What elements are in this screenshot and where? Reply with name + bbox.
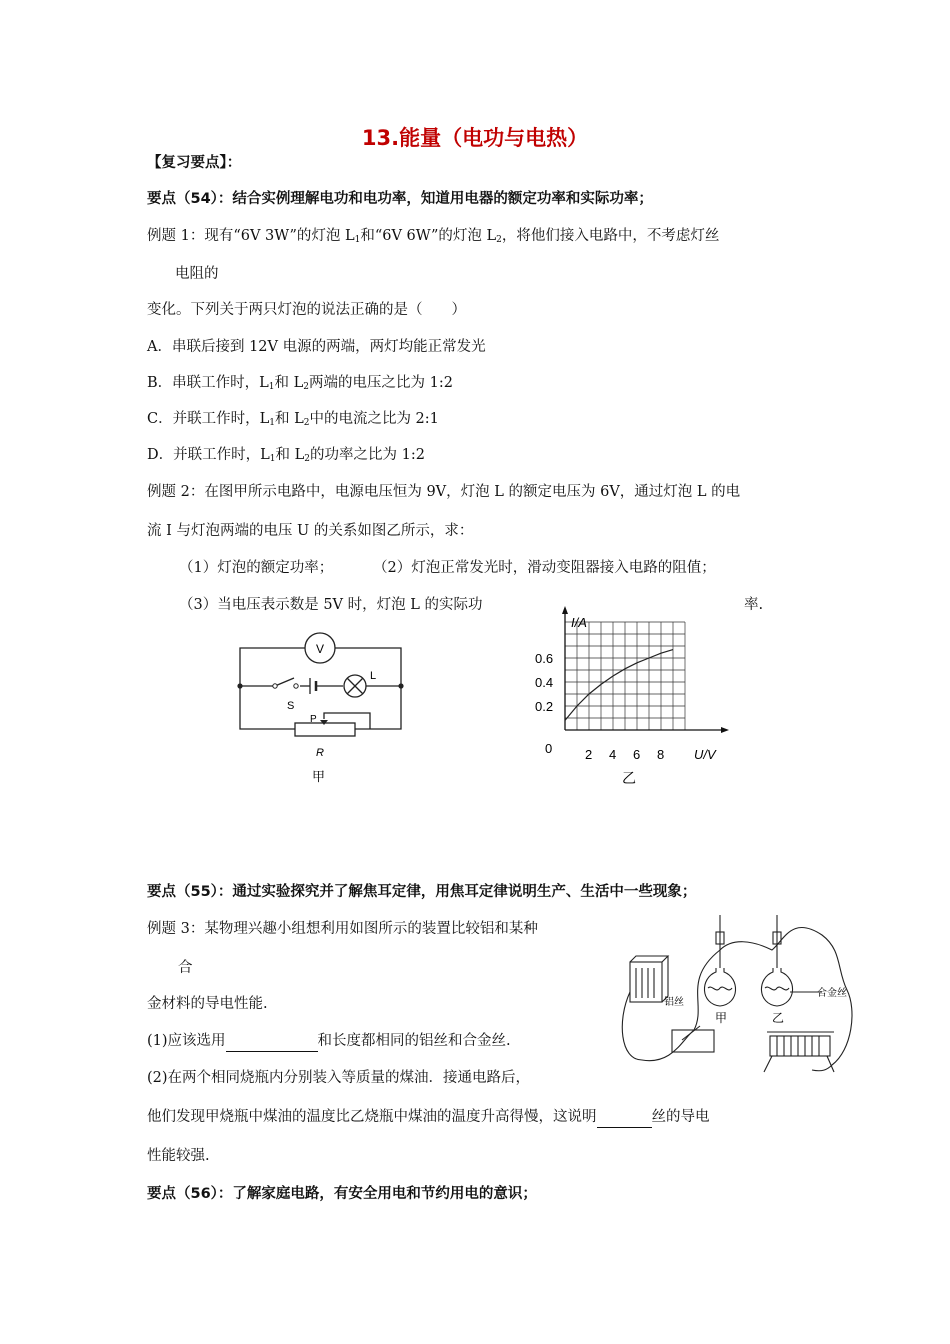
example2-q3: （3）当电压表示数是 5V 时，灯泡 L 的实际功 [179,597,483,613]
slider-label: P [310,714,317,725]
wire-path [622,927,852,1070]
answer-blank-2[interactable] [597,1107,652,1128]
y-tick-label: 0.6 [535,651,554,666]
origin-label: 0 [545,741,553,756]
y-axis-label: I/A [571,615,587,630]
rheostat-icon [295,723,355,736]
apparatus-diagram [612,910,872,1085]
alloy-wire-label: 合金丝 [817,988,847,999]
page-title: 13.能量（电功与电热） [361,126,589,150]
flask-jia-label: 甲 [715,1011,728,1025]
x-axis-arrow [721,727,729,733]
x-tick-label: 2 [585,747,593,762]
example2-q2: （2）灯泡正常发光时，滑动变阻器接入电路的阻值； [373,560,716,576]
y-axis-arrow [562,606,568,614]
example1-line3: 变化。下列关于两只灯泡的说法正确的是（ ） [147,302,466,318]
resistor-label: R [316,747,324,759]
option-b: B．串联工作时，$L_1$和 $L_2$两端的电压之比为 1:2 [147,375,453,392]
example2-line1: 例题 2：在图甲所示电路中，电源电压恒为 9V，灯泡 L 的额定电压为 6V，通过灯泡 L 的电 [147,484,741,500]
example1-line2: 电阻的 [175,266,219,282]
x-tick-label: 8 [657,747,665,762]
y-tick-label: 0.2 [535,699,554,714]
rheostat-coil-icon [770,1036,830,1056]
x-tick-label: 4 [609,747,617,762]
x-tick-label: 6 [633,747,641,762]
example3-line1: 例题 3：某物理兴趣小组想利用如图所示的装置比较铝和某种 [147,921,538,937]
example3-line7: 性能较强. [147,1148,210,1164]
switch-knife-icon [672,1030,714,1052]
example2-q3-end: 率. [744,597,764,613]
point-56: 要点（56）：了解家庭电路，有安全用电和节约用电的意识； [147,1186,537,1202]
example2-q1: （1）灯泡的额定功率； [179,560,334,576]
circuit-diagram [230,625,415,790]
example1-line1: 例题 1：现有“6V 3W”的灯泡 $L_1$和“6V 6W”的灯泡 $L_2$，将他们接入电路中，不考虑灯丝 [147,228,720,245]
point-54: 要点（54）：结合实例理解电功和电功率，知道用电器的额定功率和实际功率； [147,191,653,207]
example3-line6: 他们发现甲烧瓶中煤油的温度比乙烧瓶中煤油的温度升高得慢，这说明 丝的导电 [147,1107,710,1128]
meter-label: V [316,642,325,656]
example3-line2: 合 [178,960,193,976]
answer-blank-1[interactable] [226,1031,318,1052]
option-c: C．并联工作时，$L_1$和 $L_2$中的电流之比为 2:1 [147,411,439,428]
al-wire-label: 铝丝 [664,997,684,1008]
graph-caption: 乙 [622,770,636,786]
circuit-caption: 甲 [312,769,326,784]
review-heading: 【复习要点】： [147,155,242,171]
point-55: 要点（55）：通过实验探究并了解焦耳定律，用焦耳定律说明生产、生活中一些现象； [147,884,697,900]
option-a: A．串联后接到 12V 电源的两端，两灯均能正常发光 [147,339,486,355]
iu-curve [565,650,673,721]
switch-label: S [287,700,295,712]
lamp-label: L [370,670,377,682]
iu-graph [525,600,745,790]
y-tick-label: 0.4 [535,675,554,690]
example3-line3: 金材料的导电性能. [147,996,268,1012]
battery-box-icon [630,962,662,1002]
example3-q1: (1)应该选用 和长度都相同的铝丝和合金丝. [147,1031,511,1052]
x-axis-label: U/V [694,747,716,762]
option-d: D．并联工作时，$L_1$和 $L_2$的功率之比为 1:2 [147,447,425,464]
example3-q2: (2)在两个相同烧瓶内分别装入等质量的煤油．接通电路后， [147,1070,531,1086]
flask-yi-label: 乙 [772,1011,785,1025]
example2-line2: 流 I 与灯泡两端的电压 U 的关系如图乙所示，求： [147,523,474,539]
switch-icon [275,678,294,686]
